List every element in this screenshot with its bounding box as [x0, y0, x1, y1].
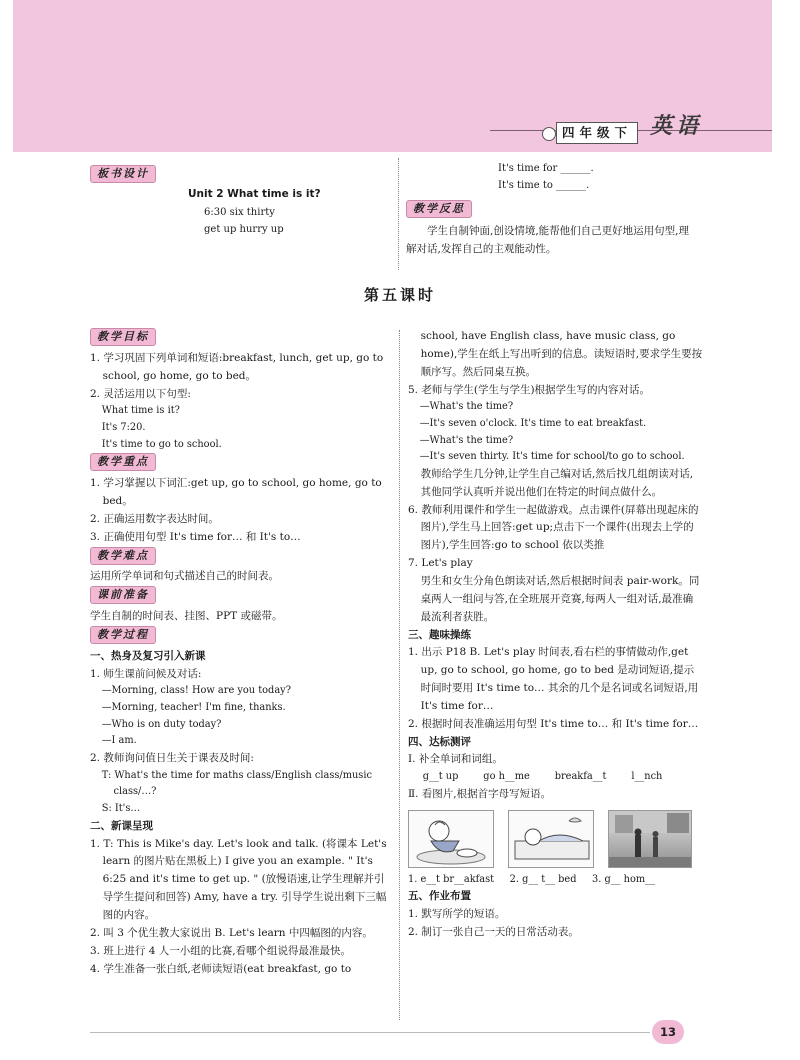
board-design-section [90, 165, 390, 238]
assessment-answers: 1. e__t br__akfast 2. g__ t__ bed 3. g__ hom__ [408, 873, 655, 885]
process-2-item-4: 4. 学生准备一张白纸,老师读短语(eat breakfast, go to [90, 962, 352, 975]
assessment-question-2: Ⅱ. 看图片,根据首字母写短语。 [408, 787, 552, 800]
assessment-pictures [408, 810, 703, 868]
board-line-2: get up hurry up [204, 223, 284, 235]
process-part-2-heading: 二、新课呈现 [90, 819, 153, 832]
dialogue-line: —Morning, class! How are you today? [101, 685, 291, 697]
homework-1: 1. 默写所学的短语。 [408, 908, 506, 921]
objectives-badge: 教学目标 [90, 328, 156, 346]
process-3-item-2: 2. 根据时间表准确运用句型 It's time to… 和 It's time for… [408, 717, 699, 730]
process-1-item-1: 1. 师生课前问候及对话: [90, 667, 202, 680]
objective-sentence-1: What time is it? [101, 405, 180, 417]
assessment-question-1: Ⅰ. 补全单词和词组。 [408, 753, 503, 766]
process-2-item-7: 7. Let's play [408, 557, 473, 570]
process-2-item-2: 2. 叫 3 个优生教大家说出 B. Let's learn 中四幅图的内容。 [90, 926, 373, 939]
process-2-item-4-cont: school, have English class, have music class, go home),学生在纸上写出听到的信息。读短语时,要求学生要按顺序写。然后同桌互换。 [420, 330, 703, 378]
dialogue-line: —It's seven thirty. It's time for school/to go to school. [419, 451, 685, 463]
picture-go-home [608, 810, 692, 868]
objective-sentence-3: It's time to go to school. [101, 438, 222, 450]
process-part-4-heading: 四、达标测评 [408, 735, 471, 748]
board-right-section [406, 160, 706, 259]
dialogue-line: —Who is on duty today? [101, 718, 222, 730]
key-point-3: 3. 正确使用句型 It's time for… 和 It's to… [90, 530, 301, 543]
page-number: 13 [652, 1020, 684, 1044]
dialogue-line: —I am. [101, 735, 137, 747]
right-column [408, 328, 703, 942]
dialogue-line: —Morning, teacher! I'm fine, thanks. [101, 702, 286, 714]
dialogue-line: —It's seven o'clock. It's time to eat breakfast. [419, 418, 647, 430]
lesson-title: 第五课时 [363, 286, 436, 304]
process-part-3-heading: 三、趣味操练 [408, 628, 471, 641]
dialogue-line: —What's the time? [419, 401, 514, 413]
process-2-item-7-note: 男生和女生分角色朗读对话,然后根据时间表 pair-work。同桌两人一组问与答,在全班展开竞赛,每两人一组对话,最准确最流利者获胜。 [420, 575, 700, 623]
key-point-2: 2. 正确运用数字表达时间。 [90, 512, 219, 525]
reflection-text: 学生自制钟面,创设情境,能帮他们自己更好地运用句型,理解对话,发挥自己的主观能动性。 [406, 224, 690, 255]
objective-1: 1. 学习巩固下列单词和短语:breakfast, lunch, get up, go to school, go home, go to bed。 [90, 351, 384, 382]
preparation-badge: 课前准备 [90, 586, 156, 604]
teacher-question: T: What's the time for maths class/English class/music class/…? [101, 769, 372, 798]
process-2-item-5: 5. 老师与学生(学生与学生)根据学生写的内容对话。 [408, 383, 651, 396]
process-1-item-2: 2. 教师询问值日生关于课表及时间: [90, 751, 254, 764]
process-badge: 教学过程 [90, 626, 156, 644]
difficulty-text: 运用所学单词和句式描述自己的时间表。 [90, 570, 279, 583]
board-line-1: 6:30 six thirty [204, 206, 275, 218]
process-part-1-heading: 一、热身及复习引入新课 [90, 649, 206, 662]
objective-2: 2. 灵活运用以下句型: [90, 387, 191, 400]
process-2-item-1: 1. T: This is Mike's day. Let's look and talk. (将课本 Let's learn 的图片贴在黑板上) I give you an example. " It's 6:25 and it's time to get up. " (放慢语速,让学生理解并引导学生提问和回答) Amy, have a try. 引导学生说出剩下三幅图的内容。 [90, 837, 387, 921]
objective-sentence-2: It's 7:20. [101, 422, 146, 434]
footer-rule [90, 1032, 650, 1033]
picture-go-to-bed [508, 810, 594, 868]
process-2-item-5-note: 教师给学生几分钟,让学生自己编对话,然后找几组朗读对话,其他同学认真听并说出他们在特定的时间点做什么。 [420, 467, 694, 498]
picture-eat-breakfast [408, 810, 494, 868]
difficulty-badge: 教学难点 [90, 547, 156, 565]
process-2-item-3: 3. 班上进行 4 人一小组的比赛,看哪个组说得最准最快。 [90, 944, 352, 957]
assessment-words: g__t up go h__me breakfa__t l__nch [422, 771, 663, 783]
header-bullet [542, 127, 556, 141]
subject-logo: 英语 [650, 113, 703, 139]
student-answer: S: It's… [101, 803, 141, 815]
board-design-badge: 板书设计 [90, 165, 156, 183]
left-column [90, 328, 390, 978]
process-part-5-heading: 五、作业布置 [408, 890, 471, 903]
homework-2: 2. 制订一张自己一天的日常活动表。 [408, 926, 579, 939]
grade-label: 四年级下 [556, 122, 638, 144]
process-2-item-6: 6. 教师利用课件和学生一起做游戏。点击课件(屏幕出现起床的图片),学生马上回答:get up;点击下一个课件(出现去上学的图片),学生回答:go to school 依以类推 [408, 503, 699, 552]
top-column-divider [398, 158, 399, 270]
column-divider [399, 330, 400, 1020]
preparation-text: 学生自制的时间表、挂图、PPT 或磁带。 [90, 610, 283, 623]
key-point-1: 1. 学习掌握以下词汇:get up, go to school, go home, go to bed。 [90, 477, 382, 507]
reflection-badge: 教学反思 [406, 200, 472, 218]
dialogue-line: —What's the time? [419, 434, 514, 446]
board-unit-title: Unit 2 What time is it? [188, 187, 321, 200]
board-fill-1: It's time for ______. [498, 163, 594, 174]
key-points-badge: 教学重点 [90, 453, 156, 471]
process-3-item-1: 1. 出示 P18 B. Let's play 时间表,看右栏的事情做动作,get up, go to school, go home, go to bed 是动词短语,提示时间时要用 It's time to… 其余的几个是名词或名词短语,用 It's time for… [408, 646, 699, 712]
board-fill-2: It's time to ______. [498, 180, 590, 191]
